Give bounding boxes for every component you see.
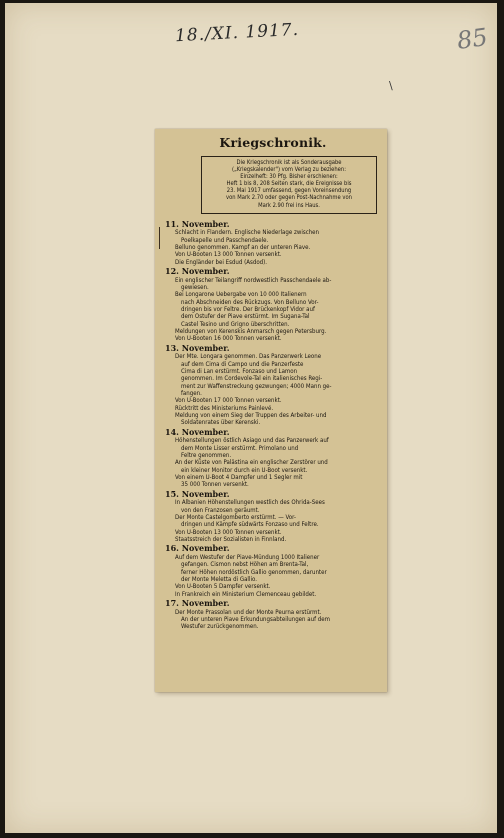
entry-line: Auf dem Westufer der Piave-Mündung 1000 Italiener	[175, 553, 320, 561]
entry-line: dem Monte Lisser erstürmt. Primolano und	[181, 444, 299, 452]
chronicle-entry	[165, 428, 381, 489]
entry-line: von den Franzosen geräumt.	[181, 506, 260, 514]
entry-line: Rücktritt des Ministeriums Painlevé.	[175, 404, 274, 412]
entry-line: dem Ostufer der Piave erstürmt. Im Sugana-Tal	[181, 313, 310, 321]
entry-line: Von U-Booten 13 000 Tonnen versenkt.	[175, 528, 282, 536]
entry-date: 17. November.	[165, 598, 230, 608]
entry-line: An der Küste von Palästina ein englischer Zerstörer und	[175, 459, 328, 467]
chronicle-entry	[165, 220, 381, 266]
column-rule	[159, 227, 160, 249]
entry-line: Castel Tesino und Grigno überschritten.	[181, 320, 290, 328]
chronicle-entry	[165, 344, 381, 427]
chronicle-entry	[165, 267, 381, 343]
entry-line: An der unteren Piave Erkundungsabteilungen auf dem	[181, 615, 330, 623]
entry-line: Die Engländer bei Esdud (Asdod).	[175, 258, 268, 266]
entry-line: der Monte Meletta di Gallio.	[181, 575, 257, 583]
entry-line: Der Mte. Longara genommen. Das Panzerwerk Leone	[175, 353, 322, 361]
info-box	[201, 156, 377, 214]
entry-date: 13. November.	[165, 342, 230, 353]
entry-line: dringen bis vor Feltre. Der Brückenkopf Vidor auf	[181, 305, 315, 313]
archive-sheet	[5, 3, 497, 833]
entry-line: Von U-Booten 13 000 Tonnen versenkt.	[175, 251, 282, 259]
entry-line: Von U-Booten 16 000 Tonnen versenkt.	[175, 335, 282, 343]
entry-line: nach Abschneiden des Rückzugs. Von Belluno Vor-	[181, 298, 319, 306]
entry-line: Meldungen von Kerenskis Anmarsch gegen Petersburg.	[175, 327, 327, 335]
clipping-title: Kriegschronik.	[219, 135, 327, 150]
entry-line: Cima di Lan erstürmt. Fonzaso und Lamon	[181, 367, 298, 375]
chronicle-entry	[165, 599, 381, 631]
entry-date: 11. November.	[165, 218, 230, 229]
entry-line: Schlacht in Flandern. Englische Niederlage zwischen	[175, 229, 320, 237]
info-line: von Mark 2.70 oder gegen Post-Nachnahme von	[226, 195, 352, 202]
entry-line: Von U-Booten 17 000 Tonnen versenkt.	[175, 397, 282, 405]
entry-line: gefangen. Cismon nebst Höhen am Brenta-Tal,	[181, 561, 309, 569]
info-line: Mark 2.90 frei ins Haus.	[258, 202, 320, 209]
entry-line: fangen.	[181, 389, 202, 397]
entry-line: Feltre genommen.	[181, 451, 232, 459]
entry-line: Der Monte Prassolan und der Monte Peurna erstürmt.	[175, 608, 322, 616]
entry-date: 14. November.	[165, 426, 230, 437]
entry-line: Soldatenrates über Kerenski.	[181, 419, 261, 427]
info-line: Heft 1 bis 8, 208 Seiten stark, die Ereignisse bis	[226, 181, 352, 188]
page-number: 85	[455, 23, 490, 55]
entry-line: Von U-Booten 5 Dampfer versenkt.	[175, 583, 271, 591]
chronicle-entry	[165, 490, 381, 544]
entry-line: Poelkapelle und Passchendaele.	[181, 236, 269, 244]
entry-line: Von einem U-Boot 4 Dampfer und 1 Segler mit	[175, 474, 303, 481]
entry-line: auf dem Cima di Campo und die Panzerfeste	[181, 360, 304, 368]
entry-line: In Frankreich ein Ministerium Clemenceau gebildet.	[175, 590, 317, 598]
info-line: 23. Mai 1917 umfassend, gegen Voreinsendung	[226, 188, 352, 195]
entry-line: gewiesen.	[181, 283, 209, 291]
entry-line: Meldung von einem Sieg der Truppen des Arbeiter- und	[175, 412, 327, 419]
handwritten-date: 18./XI. 1917.	[174, 19, 300, 47]
entry-line: dringen und Kämpfe südwärts Fonzaso und Feltre.	[181, 521, 319, 529]
entry-line: 35 000 Tonnen versenkt.	[181, 481, 249, 489]
entry-line: genommen. Im Cordevole-Tal ein italienisches Regi-	[181, 375, 323, 383]
entry-line: Der Monte Castelgomberto erstürmt. — Vor-	[175, 513, 296, 521]
newspaper-clipping	[155, 129, 387, 692]
info-line: Die Kriegschronik ist als Sonderausgabe	[236, 160, 342, 166]
entry-line: Ein englischer Teilangriff nordwestlich Passchendaele ab-	[175, 276, 332, 284]
info-line: Einzelheft: 30 Pfg. Bisher erschienen:	[240, 174, 338, 181]
entry-line: Staatsstreich der Sozialisten in Finnland.	[175, 536, 287, 543]
entry-line: ferner Höhen nordöstlich Gallio genommen, darunter	[181, 568, 327, 576]
entry-line: In Albanien Höhenstellungen westlich des Ohrida-Sees	[175, 499, 325, 507]
entry-line: ment zur Waffenstreckung gezwungen; 4000 Mann ge-	[181, 382, 332, 390]
entry-date: 16. November.	[165, 543, 230, 554]
entry-line: Höhenstellungen östlich Asiago und das Panzerwerk auf	[175, 437, 329, 445]
entry-date: 12. November.	[165, 265, 230, 276]
chronicle-entry	[165, 544, 381, 598]
entry-line: Westufer zurückgenommen.	[181, 623, 259, 631]
entry-line: Bei Longarone Uebergabe von 10 000 Italienern	[175, 291, 307, 299]
entry-line: ein kleiner Monitor durch ein U-Boot versenkt.	[181, 466, 308, 474]
pen-mark: \	[389, 79, 393, 92]
entry-date: 15. November.	[165, 488, 230, 499]
info-line: („Kriegskalender") vom Verlag zu beziehen:	[232, 167, 346, 174]
entry-line: Belluno genommen. Kampf an der unteren Piave.	[175, 243, 311, 251]
